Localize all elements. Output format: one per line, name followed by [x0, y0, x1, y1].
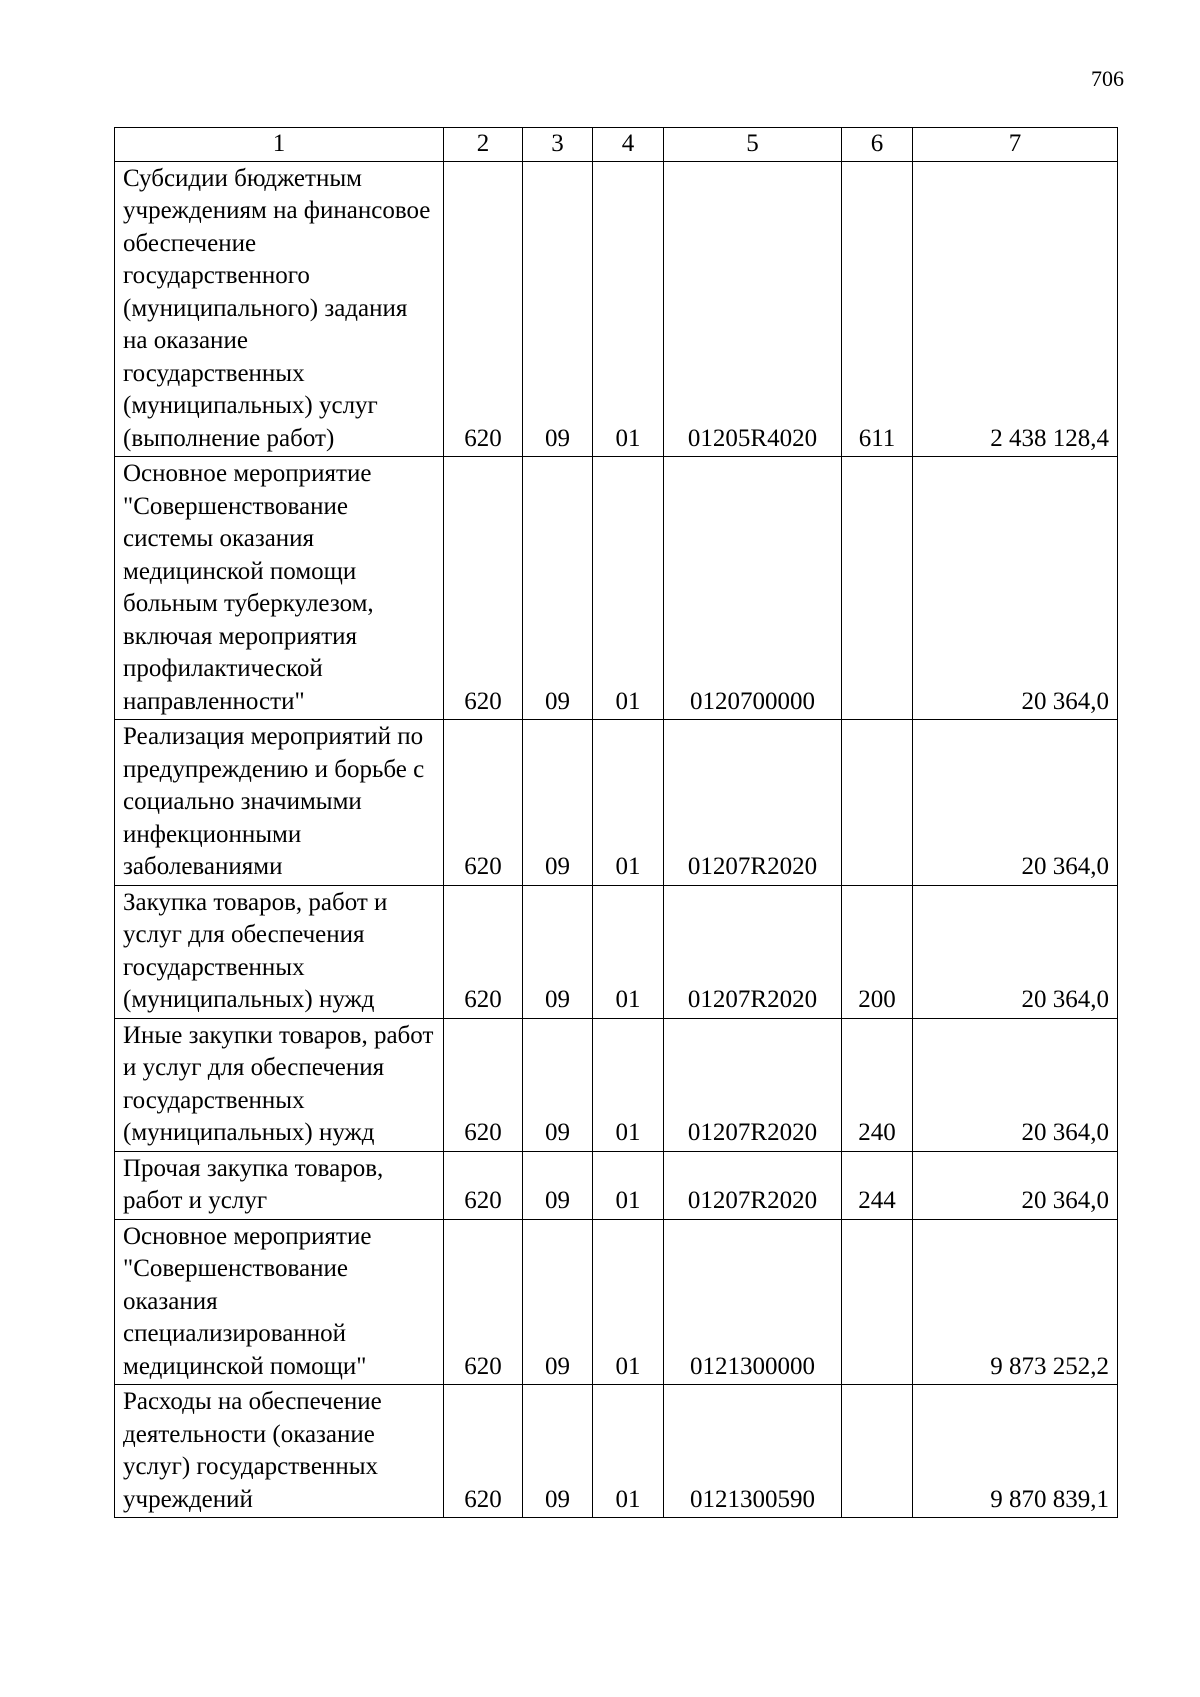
- subsection-code: 01: [593, 1151, 664, 1219]
- section-code: 09: [523, 885, 593, 1018]
- row-name: Основное мероприятие "Совершенствование оказания специализированной медицинской помощи": [115, 1219, 444, 1385]
- expense-type-code: [842, 1385, 913, 1518]
- budget-table: [114, 127, 1118, 1518]
- row-name: Субсидии бюджетным учреждениям на финансовое обеспечение государственного (муниципального) задания на оказание государственных (муниципальных) услуг (выполнение работ): [115, 161, 444, 457]
- table-row: [115, 1018, 1118, 1151]
- table-row: [115, 1151, 1118, 1219]
- subsection-code: 01: [593, 161, 664, 457]
- target-article-code: 01207R2020: [664, 1018, 842, 1151]
- ministry-code: 620: [444, 1385, 523, 1518]
- ministry-code: 620: [444, 161, 523, 457]
- amount: 20 364,0: [913, 1151, 1118, 1219]
- target-article-code: 0120700000: [664, 457, 842, 720]
- subsection-code: 01: [593, 885, 664, 1018]
- page-number: 706: [1091, 66, 1124, 91]
- section-code: 09: [523, 1151, 593, 1219]
- row-name: Прочая закупка товаров, работ и услуг: [115, 1151, 444, 1219]
- expense-type-code: 240: [842, 1018, 913, 1151]
- section-code: 09: [523, 457, 593, 720]
- row-name: Иные закупки товаров, работ и услуг для обеспечения государственных (муниципальных) нужд: [115, 1018, 444, 1151]
- ministry-code: 620: [444, 885, 523, 1018]
- section-code: 09: [523, 720, 593, 886]
- target-article-code: 0121300000: [664, 1219, 842, 1385]
- row-name: Реализация мероприятий по предупреждению и борьбе с социально значимыми инфекционными заболеваниями: [115, 720, 444, 886]
- ministry-code: 620: [444, 1151, 523, 1219]
- target-article-code: 01207R2020: [664, 885, 842, 1018]
- table-row: [115, 457, 1118, 720]
- amount: 20 364,0: [913, 1018, 1118, 1151]
- row-name: Закупка товаров, работ и услуг для обеспечения государственных (муниципальных) нужд: [115, 885, 444, 1018]
- ministry-code: 620: [444, 1018, 523, 1151]
- target-article-code: 01207R2020: [664, 720, 842, 886]
- ministry-code: 620: [444, 720, 523, 886]
- section-code: 09: [523, 1018, 593, 1151]
- amount: 9 873 252,2: [913, 1219, 1118, 1385]
- subsection-code: 01: [593, 1385, 664, 1518]
- column-header-5: 5: [664, 128, 842, 162]
- amount: 20 364,0: [913, 457, 1118, 720]
- expense-type-code: [842, 457, 913, 720]
- section-code: 09: [523, 161, 593, 457]
- table-row: [115, 720, 1118, 886]
- ministry-code: 620: [444, 1219, 523, 1385]
- table-row: [115, 161, 1118, 457]
- amount: 2 438 128,4: [913, 161, 1118, 457]
- column-header-2: 2: [444, 128, 523, 162]
- row-name: Основное мероприятие "Совершенствование системы оказания медицинской помощи больным туберкулезом, включая мероприятия профилактической направленности": [115, 457, 444, 720]
- amount: 20 364,0: [913, 720, 1118, 886]
- expense-type-code: [842, 1219, 913, 1385]
- target-article-code: 01205R4020: [664, 161, 842, 457]
- column-header-1: 1: [115, 128, 444, 162]
- section-code: 09: [523, 1385, 593, 1518]
- amount: 20 364,0: [913, 885, 1118, 1018]
- row-name: Расходы на обеспечение деятельности (оказание услуг) государственных учреждений: [115, 1385, 444, 1518]
- table-row: [115, 885, 1118, 1018]
- target-article-code: 01207R2020: [664, 1151, 842, 1219]
- column-header-4: 4: [593, 128, 664, 162]
- ministry-code: 620: [444, 457, 523, 720]
- table-row: [115, 1219, 1118, 1385]
- header-row: [115, 128, 1118, 162]
- column-header-3: 3: [523, 128, 593, 162]
- table-row: [115, 1385, 1118, 1518]
- section-code: 09: [523, 1219, 593, 1385]
- expense-type-code: 244: [842, 1151, 913, 1219]
- target-article-code: 0121300590: [664, 1385, 842, 1518]
- subsection-code: 01: [593, 1219, 664, 1385]
- subsection-code: 01: [593, 1018, 664, 1151]
- expense-type-code: 611: [842, 161, 913, 457]
- expense-type-code: [842, 720, 913, 886]
- column-header-7: 7: [913, 128, 1118, 162]
- expense-type-code: 200: [842, 885, 913, 1018]
- amount: 9 870 839,1: [913, 1385, 1118, 1518]
- subsection-code: 01: [593, 457, 664, 720]
- subsection-code: 01: [593, 720, 664, 886]
- column-header-6: 6: [842, 128, 913, 162]
